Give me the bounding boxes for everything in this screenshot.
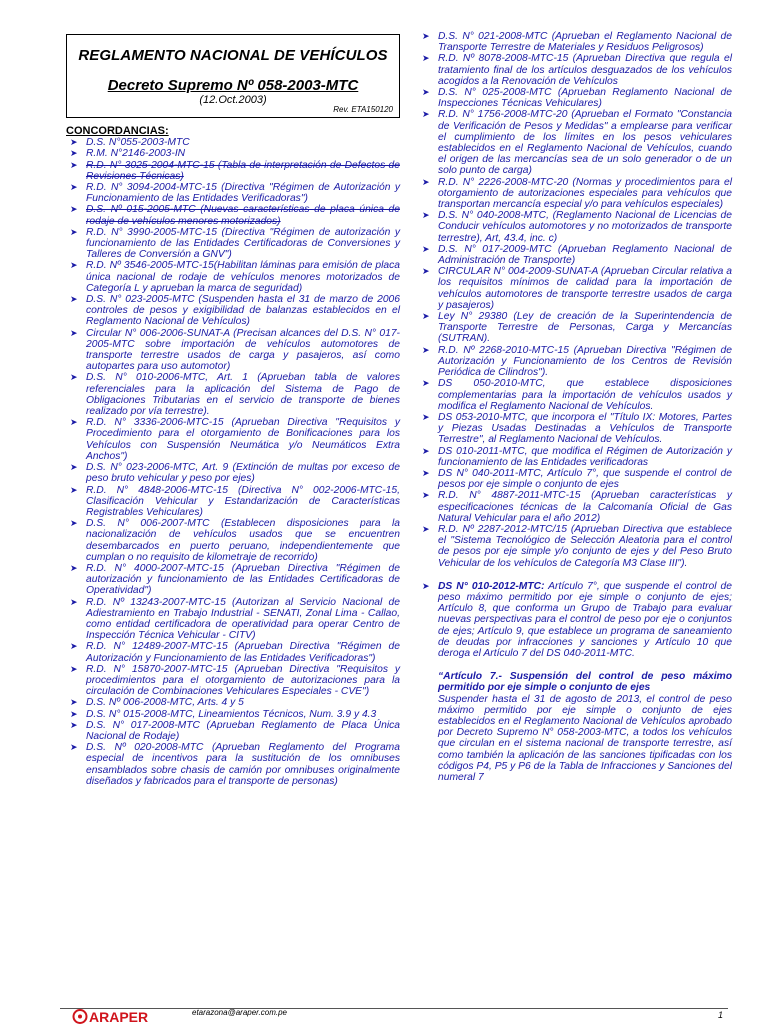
list-item-text: CIRCULAR N° 004-2009-SUNAT-A (Aprueban Circular relativa a los requisitos mínimos de calidad para la importación de vehículos automotores de transporte terrestre usados de carga y pasajeros)	[438, 266, 732, 311]
arrow-bullet-icon: ➤	[70, 719, 78, 730]
right-column	[418, 31, 732, 783]
arrow-bullet-icon: ➤	[422, 109, 430, 120]
arrow-bullet-icon: ➤	[70, 462, 78, 473]
list-item-text: R.D. N° 12489-2007-MTC-15 (Aprueban Directiva "Régimen de Autorización y Funcionamiento de las Entidades Verificadoras")	[86, 641, 400, 664]
list-item	[418, 490, 732, 524]
decree-title: Decreto Supremo Nº 058-2003-MTC	[107, 77, 359, 94]
list-item-text: R.D. Nº 3546-2005-MTC-15(Habilitan láminas para emisión de placa única nacional de rodaje de vehículos menores motorizados de Categoría L y aprueban la marca de seguridad)	[86, 260, 400, 294]
list-item-text: D.S. N° 023-2006-MTC, Art. 9 (Extinción de multas por exceso de peso bruto vehicular y peso por ejes)	[86, 462, 400, 485]
list-item-text: R.D. Nº 13243-2007-MTC-15 (Autorizan al Servicio Nacional de Adiestramiento en Trabajo Industrial - SENATI, Zonal Lima - Callao, como entidad certificadora de operatividad para operar Centro de Inspección Técnica Vehicular - CITV)	[86, 596, 400, 642]
revision-label: Rev. ETA150120	[333, 105, 393, 114]
list-item-text: R.D. Nº 2287-2012-MTC/15 (Aprueban Directiva que establece el "Sistema Tecnológico de Selección Aleatoria para el control de pesos por eje simple y/o conjunto de ejes y del Peso Bruto Vehicular de los vehículos de Categoría M3 Clase III").	[438, 523, 732, 569]
list-item-text: Ley N° 29380 (Ley de creación de la Superintendencia de Transporte Terrestre de Personas, Carga y Mercancías (SUTRAN).	[438, 311, 732, 345]
list-item	[66, 328, 400, 373]
concordancias-list-right	[418, 31, 732, 569]
arrow-bullet-icon: ➤	[422, 445, 430, 456]
list-item	[66, 697, 400, 708]
list-item-text: R.D. N° 3025-2004-MTC-15 (Tabla de interpretación de Defectos de Revisiones Técnicas)	[86, 159, 400, 182]
list-item	[418, 581, 732, 659]
list-item	[66, 417, 400, 462]
list-item-text: DS 053-2010-MTC, que incorpora el "Título IX: Motores, Partes y Piezas Usadas Destinadas a Vehículos de Transporte Terrestre", al Reglamento Nacional de Vehículos.	[438, 411, 732, 446]
list-item-text: DS 010-2011-MTC, que modifica el Régimen de Autorización y funcionamiento de las Entidades verificadoras	[438, 445, 732, 468]
list-item-text: R.D. N° 2226-2008-MTC-20 (Normas y procedimientos para el otorgamiento de autorizaciones especiales para vehículos que transportan mercancía especial y/o para vehículos especiales)	[438, 176, 732, 211]
list-item-text: R.D. N° 4848-2006-MTC-15 (Directiva N° 002-2006-MTC-15, Clasificación Vehicular y Estandarización de Características Registrables Vehiculares)	[86, 484, 400, 518]
list-item	[418, 345, 732, 379]
arrow-bullet-icon: ➤	[70, 260, 78, 271]
strong-item-text: Artículo 7°, que suspende el control de peso máximo permitido por eje simple o conjunto de ejes; Artículo 8, que conforma un Grupo de Trabajo para evaluar nuevas perspectivas para el control de peso por eje o conjuntos de ejes; Artículo 9, que establece un programa de saneamiento de deudas por infracciones y sanciones y Artículo 10 que deroga el Artículo 7 del DS 040-2011-MTC.	[438, 580, 732, 659]
arrow-bullet-icon: ➤	[422, 490, 430, 501]
list-item	[66, 485, 400, 519]
arrow-bullet-icon: ➤	[70, 663, 78, 674]
list-item	[66, 227, 400, 261]
arrow-bullet-icon: ➤	[422, 176, 430, 187]
list-item	[418, 311, 732, 345]
concordancias-heading: CONCORDANCIAS:	[66, 125, 169, 137]
list-item	[66, 204, 400, 226]
arrow-bullet-icon: ➤	[70, 562, 78, 573]
list-item	[418, 468, 732, 490]
decree-date: (12.Oct.2003)	[199, 94, 267, 106]
arrow-bullet-icon: ➤	[70, 742, 78, 753]
arrow-bullet-icon: ➤	[70, 484, 78, 495]
list-item-text: R.D. N° 4000-2007-MTC-15 (Aprueban Directiva "Régimen de autorización y funcionamiento de las Entidades Certificadoras de Operatividad")	[86, 562, 400, 597]
list-item	[418, 244, 732, 266]
arrow-bullet-icon: ➤	[422, 243, 430, 254]
list-item-text: R.D. N° 3990-2005-MTC-15 (Directiva "Régimen de autorización y funcionamiento de las Entidades Certificadoras de Conversiones y Talleres de Conversión a GNV")	[86, 226, 400, 261]
list-item-text: R.D. N° 3336-2006-MTC-15 (Aprueban Directiva "Requisitos y Procedimiento para el otorgamiento de Bonificaciones para los Vehículos con Suspensión Neumática y/o Neumáticos Extra Anchos")	[86, 417, 400, 462]
list-item	[418, 524, 732, 569]
list-item-text: Circular N° 006-2006-SUNAT-A (Precisan alcances del D.S. N° 017-2005-MTC sobre importación de vehículos automotores de transporte terrestre usados de carga y pasajeros, así como autopartes para uso automotor)	[86, 327, 400, 373]
list-item-text: R.D. N° 4887-2011-MTC-15 (Aprueban características y especificaciones técnicas de la Calcomanía Oficial de Gas Natural Vehicular para el año 2012)	[438, 490, 732, 524]
list-item	[418, 266, 732, 311]
arrow-bullet-icon: ➤	[70, 708, 78, 719]
arrow-bullet-icon: ➤	[70, 159, 78, 170]
list-item-text: D.S. N° 006-2007-MTC (Establecen disposiciones para la nacionalización de vehículos usados que se encuentren desembarcados en puerto peruano, independientemente que cumplan o no requisito de kilometraje de recorrido)	[86, 518, 400, 563]
arrow-bullet-icon: ➤	[70, 226, 78, 237]
list-item	[66, 160, 400, 182]
list-item-text: D.S. N° 010-2006-MTC, Art. 1 (Aprueban tabla de valores referenciales para la aplicación del Sistema de Pago de Obligaciones Tributarias en el servicio de transporte de bienes realizado por vía terrestre).	[86, 372, 400, 418]
arrow-bullet-icon: ➤	[422, 580, 430, 591]
strong-item-lead: DS N° 010-2012-MTC:	[438, 580, 545, 592]
list-item	[418, 53, 732, 87]
arrow-bullet-icon: ➤	[70, 417, 78, 428]
arrow-bullet-icon: ➤	[70, 148, 78, 159]
arrow-bullet-icon: ➤	[422, 523, 430, 534]
list-item-text: D.S. N° 017-2008-MTC (Aprueban Reglamento de Placa Única Nacional de Rodaje)	[86, 719, 400, 742]
araper-logo	[72, 1009, 180, 1024]
arrow-bullet-icon: ➤	[422, 467, 430, 478]
list-item-text: DS 050-2010-MTC, que establece disposiciones complementarias para la importación de vehículos usados y modifica el Reglamento Nacional de Vehículos.	[438, 378, 732, 412]
list-item	[418, 378, 732, 412]
arrow-bullet-icon: ➤	[422, 344, 430, 355]
arrow-bullet-icon: ➤	[70, 204, 78, 215]
list-item-text: D.S. N° 023-2005-MTC (Suspenden hasta el 31 de marzo de 2006 controles de pesos y exigibilidad de balanzas establecidos en el Reglamento Nacional de Vehículos)	[86, 294, 400, 328]
list-item-text: R.D. N° 1756-2008-MTC-20 (Aprueban el Formato "Constancia de Verificación de Pesos y Medidas" a emplearse para verificar el cumplimiento de los límites en los pesos vehiculares establecidos en el Reglamento Nacional de Vehículos, cuando el origen de las mercancías sea de un solo generador o de un solo punto de carga)	[438, 109, 732, 177]
list-item	[66, 518, 400, 563]
list-item	[418, 177, 732, 211]
list-item	[66, 720, 400, 742]
list-item	[66, 137, 400, 148]
quoted-article-title: “Artículo 7.- Suspensión del control de peso máximo permitido por eje simple o conjunto de ejes	[438, 671, 732, 694]
list-item	[418, 109, 732, 176]
list-item	[66, 182, 400, 204]
footer-email: etarazona@araper.com.pe	[192, 1008, 287, 1017]
list-item-text: D.S. N° 015-2008-MTC, Lineamientos Técnicos, Num. 3.9 y 4.3	[86, 708, 377, 720]
arrow-bullet-icon: ➤	[70, 697, 78, 708]
arrow-bullet-icon: ➤	[70, 596, 78, 607]
arrow-bullet-icon: ➤	[70, 641, 78, 652]
list-item	[66, 742, 400, 787]
list-item-text: R.D. Nº 8078-2008-MTC-15 (Aprueban Directiva que regula el tratamiento final de los artículos desguazados de los vehículos acogidos a la Renovación de Vehículos	[438, 53, 732, 87]
list-item-text: D.S. N°055-2003-MTC	[86, 137, 190, 149]
left-column	[66, 126, 400, 787]
list-item	[66, 260, 400, 294]
list-item	[66, 294, 400, 328]
arrow-bullet-icon: ➤	[70, 372, 78, 383]
arrow-bullet-icon: ➤	[70, 182, 78, 193]
arrow-bullet-icon: ➤	[70, 327, 78, 338]
logo-text: ARAPER	[89, 1009, 149, 1024]
list-item-text: R.D. N° 3094-2004-MTC-15 (Directiva "Régimen de Autorización y Funcionamiento de las Entidades Verificadoras")	[86, 182, 400, 205]
list-item	[418, 446, 732, 468]
arrow-bullet-icon: ➤	[422, 266, 430, 277]
list-item-text: DS N° 040-2011-MTC, Artículo 7°, que suspende el control de pesos por eje simple o conjunto de ejes	[438, 467, 732, 491]
concordancias-list-left	[66, 137, 400, 787]
arrow-bullet-icon: ➤	[422, 31, 430, 41]
page-number: 1	[718, 1010, 724, 1020]
arrow-bullet-icon: ➤	[422, 53, 430, 64]
list-item-text: D.S. Nº 020-2008-MTC (Aprueban Reglamento del Programa especial de incentivos para la sustitución de los omnibuses ensamblados sobre chasis de camión por omnibuses originalmente diseñados y fabricados para el transporte de personas)	[86, 742, 400, 787]
arrow-bullet-icon: ➤	[422, 411, 430, 422]
list-item	[418, 210, 732, 244]
list-item	[418, 31, 732, 53]
list-item	[418, 87, 732, 109]
list-item	[66, 563, 400, 597]
arrow-bullet-icon: ➤	[70, 137, 78, 148]
list-item	[66, 462, 400, 484]
arrow-bullet-icon: ➤	[70, 518, 78, 529]
quoted-article	[418, 671, 732, 783]
list-item-text: R.M. N°2146-2003-IN	[86, 148, 186, 160]
list-item-text: D.S. Nº 015-2005-MTC (Nuevas características de placa única de rodaje de vehículos menores motorizados)	[86, 204, 400, 227]
list-item	[66, 597, 400, 642]
list-item-text: D.S. N° 021-2008-MTC (Aprueban el Reglamento Nacional de Transporte Terrestre de Materiales y Residuos Peligrosos)	[438, 31, 732, 54]
list-item	[66, 709, 400, 720]
document-title: REGLAMENTO NACIONAL DE VEHÍCULOS	[78, 47, 388, 64]
arrow-bullet-icon: ➤	[422, 311, 430, 322]
list-item	[66, 148, 400, 159]
list-item-text: D.S. N° 017-2009-MTC (Aprueban Reglamento Nacional de Administración de Transporte)	[438, 243, 732, 267]
arrow-bullet-icon: ➤	[70, 294, 78, 305]
list-item-text: R.D. Nº 2268-2010-MTC-15 (Aprueban Directiva "Régimen de Autorización y Funcionamiento de los Centros de Revisión Periódica de Cilindros").	[438, 344, 732, 379]
arrow-bullet-icon: ➤	[422, 87, 430, 98]
arrow-bullet-icon: ➤	[422, 378, 430, 389]
list-item-text: D.S. N° 025-2008-MTC (Aprueban Reglamento Nacional de Inspecciones Técnicas Vehiculares)	[438, 87, 732, 110]
list-item	[66, 664, 400, 698]
title-box	[66, 34, 400, 118]
arrow-bullet-icon: ➤	[422, 210, 430, 221]
list-item	[66, 641, 400, 663]
list-item	[66, 372, 400, 417]
quoted-article-body: Suspender hasta el 31 de agosto de 2013, el control de peso máximo permitido por eje simple o conjunto de ejes establecidos en el Reglamento Nacional de Vehículos aprobado por Decreto Supremo N° 058-2003-MTC, a todos los vehículos que circulan en el sistema nacional de transporte terrestre, así como también la aplicación de las sanciones tipificadas con los códigos P4, P5 y P6 de la Tabla de Infracciones y Sanciones del numeral 7	[438, 693, 732, 783]
list-item-text: D.S. Nº 006-2008-MTC, Arts. 4 y 5	[86, 697, 244, 709]
list-item	[418, 412, 732, 446]
concordancias-list-strong	[418, 581, 732, 659]
list-item-text: R.D. N° 15870-2007-MTC-15 (Aprueban Directiva "Requisitos y procedimientos para el otorgamiento de autorizaciones para la circulación de Combinaciones Vehiculares Especiales - CVE")	[86, 663, 400, 698]
list-item-text: D.S. N° 040-2008-MTC, (Reglamento Nacional de Licencias de Conducir vehículos automotores y no motorizados de transporte terrestre), Art, 43.4, inc. c)	[438, 210, 732, 244]
